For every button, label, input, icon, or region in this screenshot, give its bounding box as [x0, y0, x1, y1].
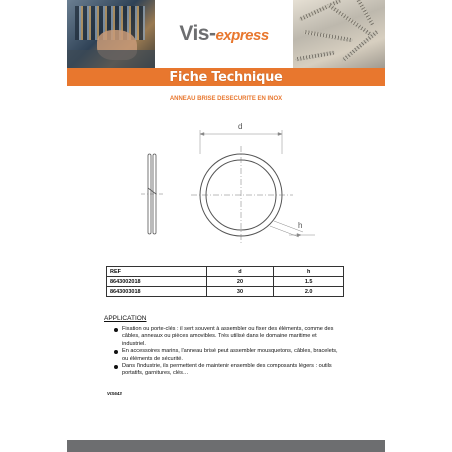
footer-bar	[67, 440, 385, 452]
page-title: Fiche Technique	[169, 69, 283, 85]
table-row	[107, 277, 344, 287]
list-item: En accessoires marins, l'anneau brisé peut assembler mousquetons, câbles, bracelets, ou éléments de sécurité.	[117, 348, 342, 363]
product-name: ANNEAU BRISE DESECURITE EN INOX	[169, 96, 283, 102]
list-item: Fixation ou porte-clés : il sert souvent à assembler ou fixer des éléments, comme des câbles, anneaux ou pièces amovibles. Très utilisé dans le domaine maritime et industriel.	[117, 326, 342, 348]
cell-d: 20	[206, 277, 274, 287]
technical-sheet	[67, 0, 385, 452]
spec-table	[106, 266, 344, 297]
dimension-h-label: h	[298, 221, 303, 230]
spec-header-row	[107, 267, 344, 277]
bullet-icon	[114, 350, 118, 354]
application-title: APPLICATION	[104, 315, 147, 322]
list-item: Dans l'industrie, ils permettent de maintenir ensemble des composants légers : outils portatifs, garnitures, clés…	[117, 363, 342, 378]
table-row	[107, 287, 344, 297]
cell-ref: 8643002018	[107, 277, 207, 287]
bullet-icon	[114, 365, 118, 369]
tools-photo	[67, 0, 155, 68]
bullet-icon	[114, 328, 118, 332]
cell-ref: 8643003018	[107, 287, 207, 297]
cell-d: 30	[206, 287, 274, 297]
cell-h: 2.0	[274, 287, 344, 297]
logo-suffix: express	[215, 27, 269, 44]
technical-drawing	[67, 108, 385, 258]
header-d: d	[206, 267, 274, 277]
dimension-d-label: d	[238, 122, 243, 131]
header-h: h	[274, 267, 344, 277]
document-code: VIS643	[107, 391, 122, 396]
logo-brand: Vis-	[179, 22, 216, 45]
header-ref: REF	[107, 267, 207, 277]
logo	[155, 0, 293, 68]
cell-h: 1.5	[274, 277, 344, 287]
screws-photo	[293, 0, 385, 68]
title-bar	[67, 68, 385, 86]
application-list	[117, 326, 342, 378]
dimension-h	[270, 221, 315, 237]
header-banner	[67, 0, 385, 68]
